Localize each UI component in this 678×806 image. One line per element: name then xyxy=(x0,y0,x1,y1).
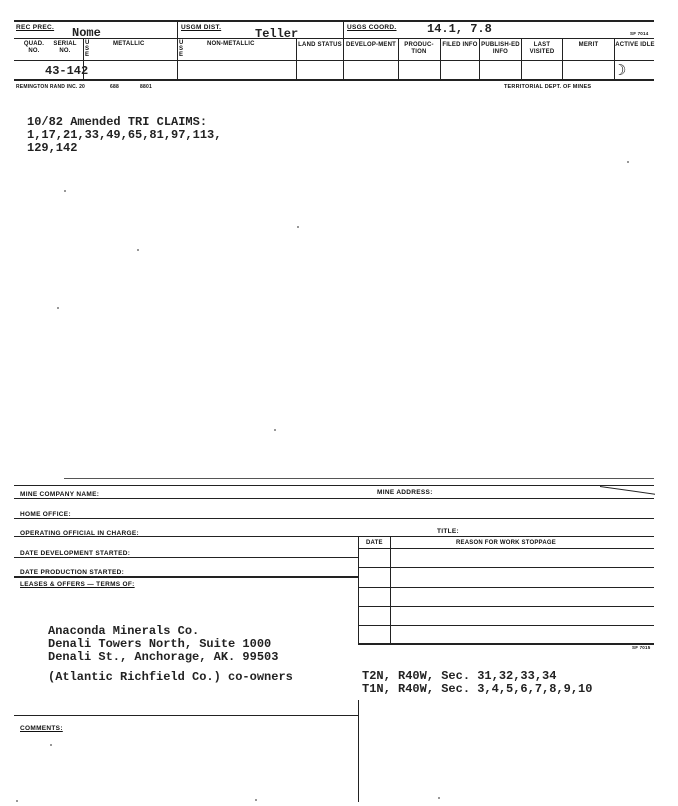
form-number-top: SF 7014 xyxy=(630,31,649,36)
speck xyxy=(64,190,66,192)
usgs-coord-value: 14.1, 7.8 xyxy=(427,22,492,36)
filed-info-header: FILED INFO xyxy=(442,42,478,48)
rule xyxy=(14,518,654,519)
speck xyxy=(274,429,276,431)
metallic-header: METALLIC xyxy=(113,41,145,47)
usgs-coord-label: USGS COORD. xyxy=(347,24,397,31)
printer-code-2: 8801 xyxy=(140,84,152,90)
development-header: DEVELOP-MENT xyxy=(345,42,397,48)
header-bottom-rule xyxy=(14,79,654,81)
leases-label: LEASES & OFFERS — TERMS OF: xyxy=(20,581,135,588)
divider xyxy=(296,38,297,79)
rule xyxy=(14,715,358,716)
nonmetallic-header: NON-METALLIC xyxy=(207,41,255,47)
rule xyxy=(358,643,654,645)
use-header-metallic: U S E xyxy=(85,40,90,58)
note-line-2: 1,17,21,33,49,65,81,97,113, xyxy=(27,128,222,142)
rec-prec-value: Nome xyxy=(72,26,101,40)
usgm-dist-label: USGM DIST. xyxy=(181,24,222,31)
printer-code-1: 688 xyxy=(110,84,119,90)
rule xyxy=(14,536,654,537)
speck xyxy=(137,249,139,251)
divider xyxy=(358,700,359,802)
speck xyxy=(255,799,257,801)
owner-line-1: Anaconda Minerals Co. xyxy=(48,624,200,638)
active-idle-header: ACTIVE IDLE xyxy=(615,42,655,48)
date-header: DATE xyxy=(366,540,383,546)
operating-official-label: OPERATING OFFICIAL IN CHARGE: xyxy=(20,530,139,537)
rule xyxy=(358,587,654,588)
merit-header: MERIT xyxy=(578,42,599,48)
quad-no-header: QUAD. NO. xyxy=(23,41,45,54)
rule xyxy=(358,625,654,626)
owner-line-2: Denali Towers North, Suite 1000 xyxy=(48,637,272,651)
use-header-nonmetallic: U S E xyxy=(179,40,184,58)
usgm-dist-value: Teller xyxy=(255,27,299,41)
speck xyxy=(438,797,440,799)
divider xyxy=(390,536,391,644)
serial-no-header: SERIAL NO. xyxy=(53,41,77,54)
speck xyxy=(627,161,629,163)
comments-label: COMMENTS: xyxy=(20,725,63,732)
production-header: PRODUC-TION xyxy=(404,42,434,55)
rec-prec-label: REC PREC. xyxy=(16,24,55,31)
header-mid-rule xyxy=(14,38,654,39)
owner-line-4: (Atlantic Richfield Co.) co-owners xyxy=(48,670,293,684)
dev-started-label: DATE DEVELOPMENT STARTED: xyxy=(20,550,131,557)
speck xyxy=(297,226,299,228)
owner-line-3: Denali St., Anchorage, AK. 99503 xyxy=(48,650,279,664)
corner-stroke xyxy=(600,486,655,503)
header-top-rule xyxy=(14,20,654,22)
last-visited-header: LAST VISITED xyxy=(529,42,555,55)
speck xyxy=(57,307,59,309)
rule xyxy=(14,576,358,578)
note-line-1: 10/82 Amended TRI CLAIMS: xyxy=(27,115,208,129)
reason-header: REASON FOR WORK STOPPAGE xyxy=(456,540,556,546)
form-number-bottom: SF 7015 xyxy=(632,645,651,650)
prod-started-label: DATE PRODUCTION STARTED: xyxy=(20,569,125,576)
lower-rule xyxy=(14,485,654,486)
rule xyxy=(358,606,654,607)
location-line-2: T1N, R40W, Sec. 3,4,5,6,7,8,9,10 xyxy=(362,682,593,696)
divider xyxy=(343,20,344,79)
home-office-label: HOME OFFICE: xyxy=(20,511,71,518)
printer-line: REMINGTON RAND INC. 20 xyxy=(16,84,86,90)
note-line-3: 129,142 xyxy=(27,141,78,155)
rule xyxy=(358,567,654,568)
rule xyxy=(14,498,654,499)
speck xyxy=(16,800,18,802)
rule xyxy=(358,548,654,549)
department-line: TERRITORIAL DEPT. OF MINES xyxy=(504,84,592,90)
divider xyxy=(177,20,178,79)
mine-address-label: MINE ADDRESS: xyxy=(377,489,433,496)
published-info-header: PUBLISH-ED INFO xyxy=(481,42,520,55)
title-label: TITLE: xyxy=(437,528,460,535)
rule xyxy=(14,557,358,558)
speck xyxy=(50,744,52,746)
location-line-1: T2N, R40W, Sec. 31,32,33,34 xyxy=(362,669,557,683)
land-status-header: LAND STATUS xyxy=(298,42,342,48)
divider xyxy=(358,536,359,644)
serial-value: 43-142 xyxy=(45,64,89,78)
mine-company-label: MINE COMPANY NAME: xyxy=(20,491,100,498)
lower-top-rule xyxy=(64,478,654,479)
header-row-rule xyxy=(14,60,654,61)
active-mark: ☽ xyxy=(613,61,627,79)
